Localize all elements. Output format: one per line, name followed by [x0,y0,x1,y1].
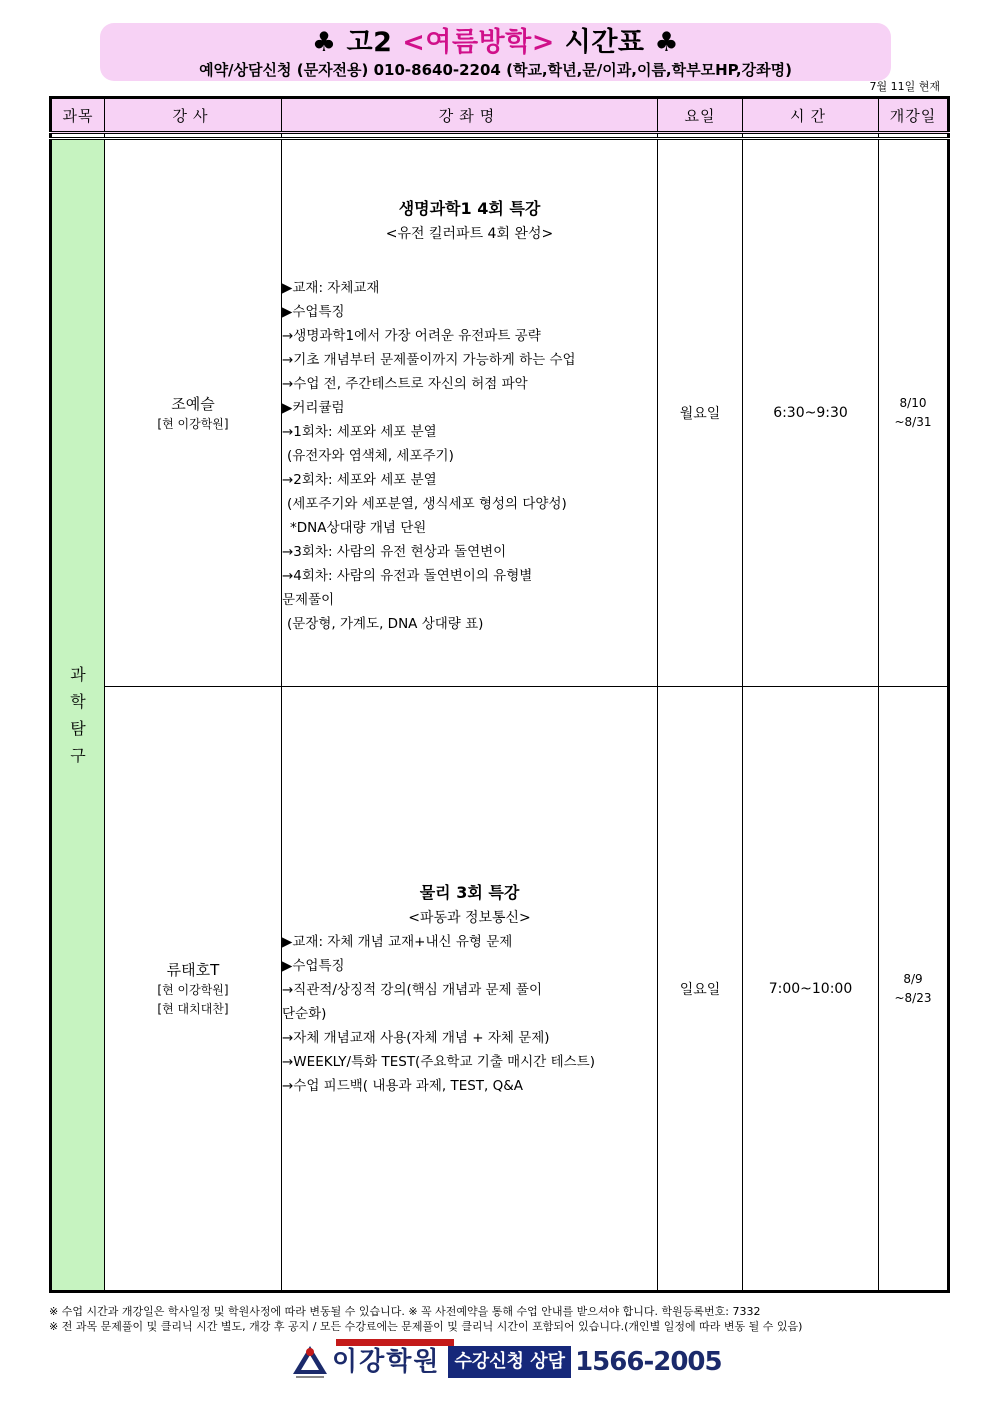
course-line: →자체 개념교재 사용(자체 개념 + 자체 문제) [282,1029,550,1046]
title-highlight: <여름방학> [402,27,555,58]
course-line: →직관적/상징적 강의(핵심 개념과 문제 풀이 [282,981,542,998]
course-line: →생명과학1에서 가장 어려운 유전파트 공략 [282,328,541,344]
enrollment-consult-label: 수강신청 상담 [448,1346,571,1378]
time-cell: 6:30~9:30 [743,139,879,687]
time-cell: 7:00~10:00 [743,687,879,1292]
academy-name-text: 이강학원 [332,1347,441,1377]
course-line: →WEEKLY/특화 TEST(주요학교 기출 매시간 테스트) [282,1053,595,1070]
teacher-cell [105,139,282,687]
academy-name [332,1347,440,1377]
course-line: →수업 전, 주간테스트로 자신의 허점 파악 [282,376,528,392]
end-date: ~8/31 [894,415,932,429]
teacher-affiliation: [현 대치대찬] [157,1001,229,1016]
course-line: ▶교재: 자체 개념 교재+내신 유형 문제 [282,933,513,950]
title-prefix: ♣ 고2 [311,27,403,58]
course-title: 물리 3회 특강 [419,882,520,902]
contact-subtitle: 예약/상담신청 (문자전용) 010-8640-2204 (학교,학년,문/이과,이름,학부모HP,강좌명) [199,61,792,79]
subject-cell [51,139,105,1292]
header-row [51,98,949,133]
teacher-cell [105,687,282,1292]
start-cell [879,139,949,687]
course-line: 문제풀이 [282,592,335,608]
academy-logo-icon [290,1343,330,1381]
start-date: 8/10 [899,396,927,410]
col-start: 개강일 [879,98,949,133]
timetable [49,96,950,1293]
course-line: →3회차: 사람의 유전 현상과 돌연변이 [282,544,507,560]
col-teacher: 강사 [105,98,282,133]
course-subtitle: <유전 킬러파트 4회 완성> [385,226,554,242]
course-subtitle: <파동과 정보통신> [408,909,531,926]
course-line: →4회차: 사람의 유전과 돌연변이의 유형별 [282,568,533,584]
course-line: ▶수업특징 [282,304,345,320]
teacher-affiliation: [현 이강학원] [157,416,229,431]
teacher-name: 조예슬 [171,394,215,413]
table-row [51,687,949,1292]
title-suffix: 시간표 ♣ [554,27,680,58]
col-subject: 과목 [51,98,105,133]
course-line: ▶수업특징 [282,957,345,974]
day-cell: 월요일 [658,139,743,687]
teacher-name: 류태호T [166,960,220,979]
course-line: →기초 개념부터 문제풀이까지 가능하게 하는 수업 [282,352,576,368]
day-cell: 일요일 [658,687,743,1292]
course-line: (문장형, 가계도, DNA 상대량 표) [287,616,484,632]
course-cell [282,139,658,687]
course-line: *DNA상대량 개념 단원 [290,520,427,536]
course-title: 생명과학1 4회 특강 [398,199,541,218]
course-line: →1회차: 세포와 세포 분열 [282,424,437,440]
col-time: 시간 [743,98,879,133]
subject-char: 과 [70,665,86,684]
page-title [100,27,891,59]
col-day: 요일 [658,98,743,133]
start-cell [879,687,949,1292]
footnotes [49,1304,802,1334]
footer-banner [290,1343,722,1381]
as-of-date: 7월 11일 현재 [869,80,940,93]
subject-char: 구 [70,746,86,765]
logo-red-bar [336,1339,454,1346]
col-course: 강좌명 [282,98,658,133]
course-cell [282,687,658,1292]
table-row [51,139,949,687]
start-date: 8/9 [903,971,923,986]
footnote: ※ 전 과목 문제풀이 및 클리닉 시간 별도, 개강 후 공지 / 모든 수강료에는 문제풀이 및 클리닉 시간이 포함되어 있습니다.(개인별 일정에 따라 변동 될 수 있음) [49,1320,803,1333]
course-line: ▶커리큘럼 [282,400,345,416]
teacher-affiliation: [현 이강학원] [157,982,229,997]
phone-number: 1566-2005 [575,1347,722,1377]
course-line: (세포주기와 세포분열, 생식세포 형성의 다양성) [287,496,567,512]
course-line: (유전자와 염색체, 세포주기) [287,448,454,464]
course-line: ▶교재: 자체교재 [282,280,380,296]
course-line: →2회차: 세포와 세포 분열 [282,472,437,488]
course-line: 단순화) [282,1005,327,1022]
end-date: ~8/23 [894,990,932,1005]
course-line: →수업 피드백( 내용과 과제, TEST, Q&A [282,1077,524,1094]
footnote: ※ 수업 시간과 개강일은 학사일정 및 학원사정에 따라 변동될 수 있습니다. ※ 꼭 사전예약을 통해 수업 안내를 받으셔야 합니다. 학원등록번호: 7332 [49,1305,761,1318]
subject-char: 탐 [70,719,86,738]
subject-char: 학 [70,692,86,711]
title-banner [100,23,891,81]
